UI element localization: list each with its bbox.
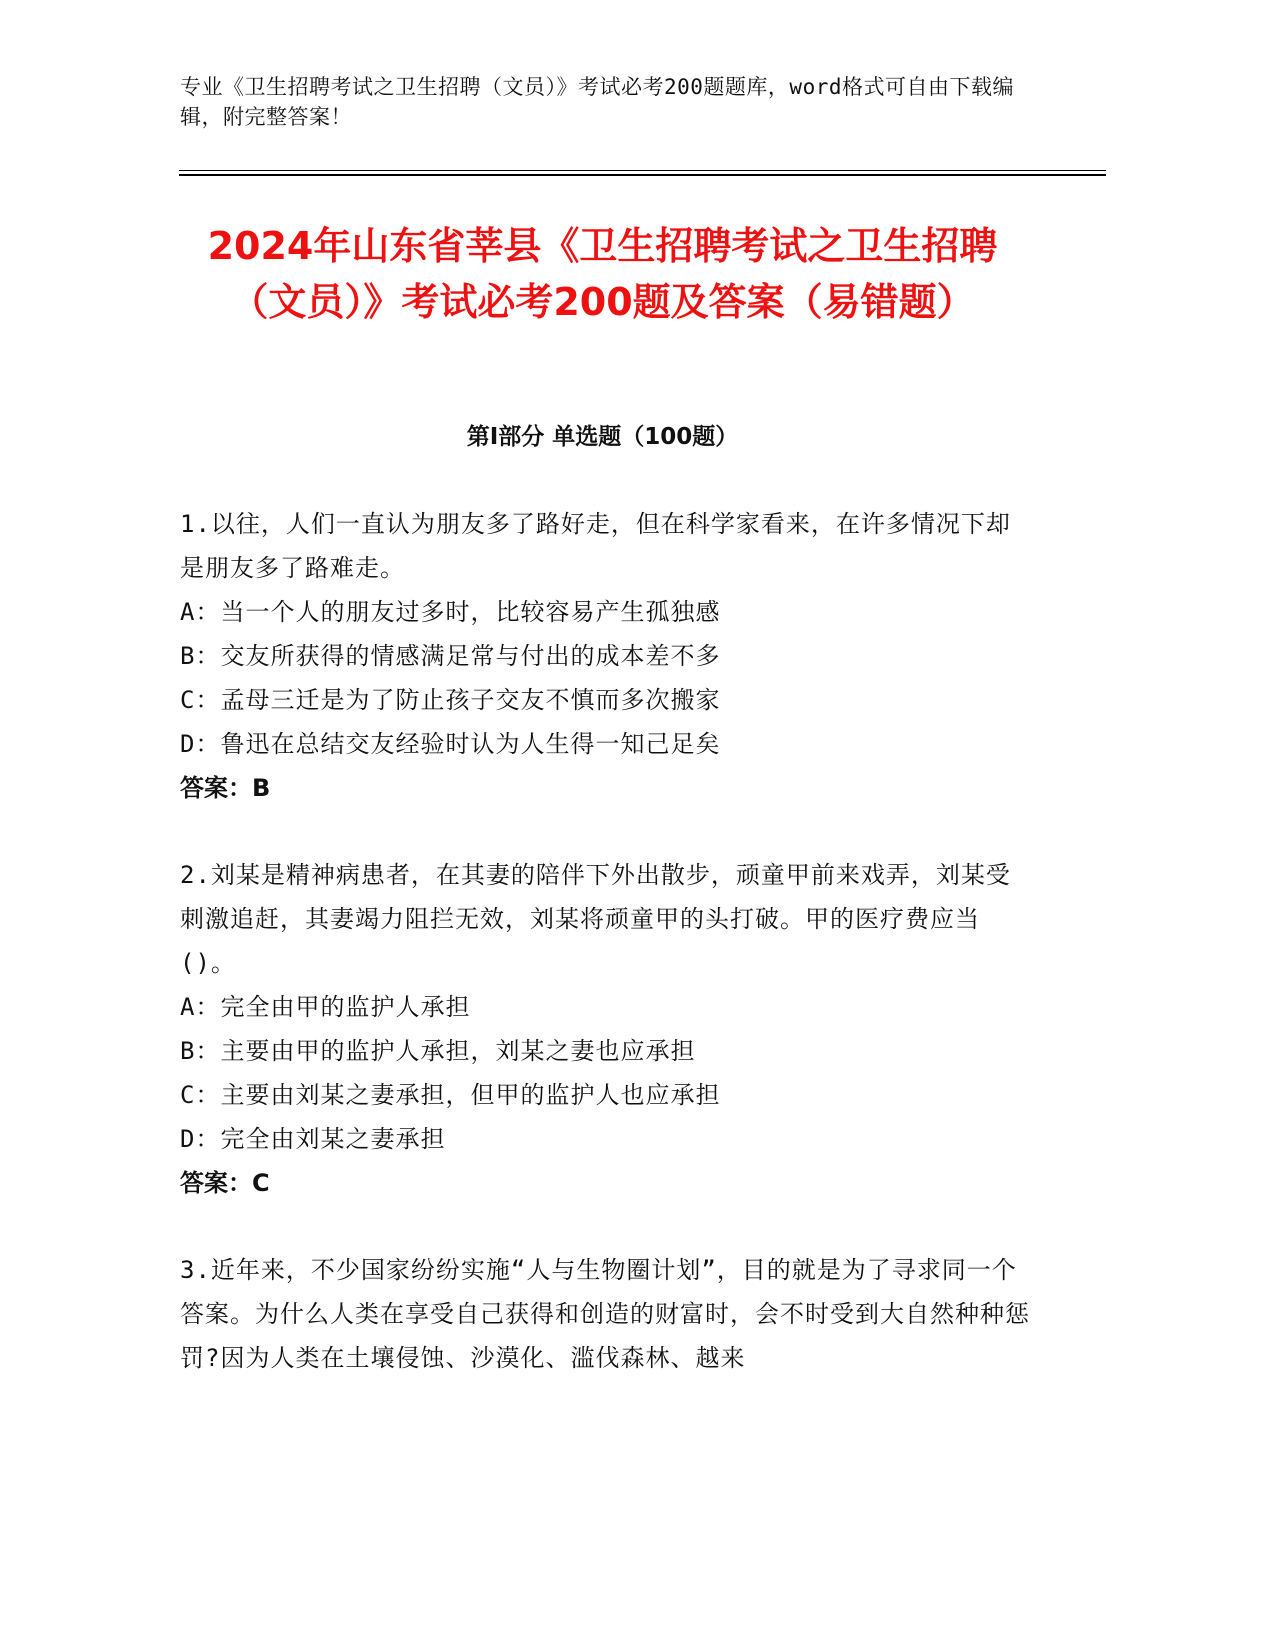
option-d: D：鲁迅在总结交友经验时认为人生得一知己足矣 (180, 730, 721, 758)
question-item (180, 502, 1030, 810)
document-title: 2024年山东省莘县《卫生招聘考试之卫生招聘（文员）》考试必考200题及答案（易错题） (207, 224, 998, 324)
question-item (180, 853, 1030, 1205)
question-list (180, 502, 1030, 1423)
question-stem: 2.刘某是精神病患者，在其妻的陪伴下外出散步，顽童甲前来戏弄，刘某受刺激追赶，其妻竭力阻拦无效，刘某将顽童甲的头打破。甲的医疗费应当()。 (180, 861, 1011, 977)
question-item (180, 1248, 1030, 1380)
option-a: A：完全由甲的监护人承担 (180, 993, 471, 1021)
option-b: B：主要由甲的监护人承担，刘某之妻也应承担 (180, 1037, 696, 1065)
header-divider (179, 170, 1106, 176)
section-title: 第I部分 单选题（100题） (466, 424, 739, 450)
answer-label: 答案：B (180, 774, 271, 802)
divider-thin-line (179, 170, 1106, 171)
divider-thick-line (179, 174, 1106, 176)
option-c: C：孟母三迁是为了防止孩子交友不慎而多次搬家 (180, 686, 721, 714)
option-b: B：交友所获得的情感满足常与付出的成本差不多 (180, 642, 721, 670)
option-c: C：主要由刘某之妻承担，但甲的监护人也应承担 (180, 1081, 721, 1109)
header-note: 专业《卫生招聘考试之卫生招聘（文员）》考试必考200题题库，word格式可自由下载编辑，附完整答案！ (180, 75, 1014, 129)
question-stem: 3.近年来，不少国家纷纷实施“人与生物圈计划”，目的就是为了寻求同一个答案。为什么人类在享受自己获得和创造的财富时，会不时受到大自然种种惩罚?因为人类在土壤侵蚀、沙漠化、滥伐森林、越来 (180, 1256, 1030, 1372)
answer-label: 答案：C (180, 1169, 270, 1197)
option-a: A：当一个人的朋友过多时，比较容易产生孤独感 (180, 598, 721, 626)
option-d: D：完全由刘某之妻承担 (180, 1125, 446, 1153)
question-stem: 1.以往，人们一直认为朋友多了路好走，但在科学家看来，在许多情况下却是朋友多了路难走。 (180, 510, 1011, 582)
